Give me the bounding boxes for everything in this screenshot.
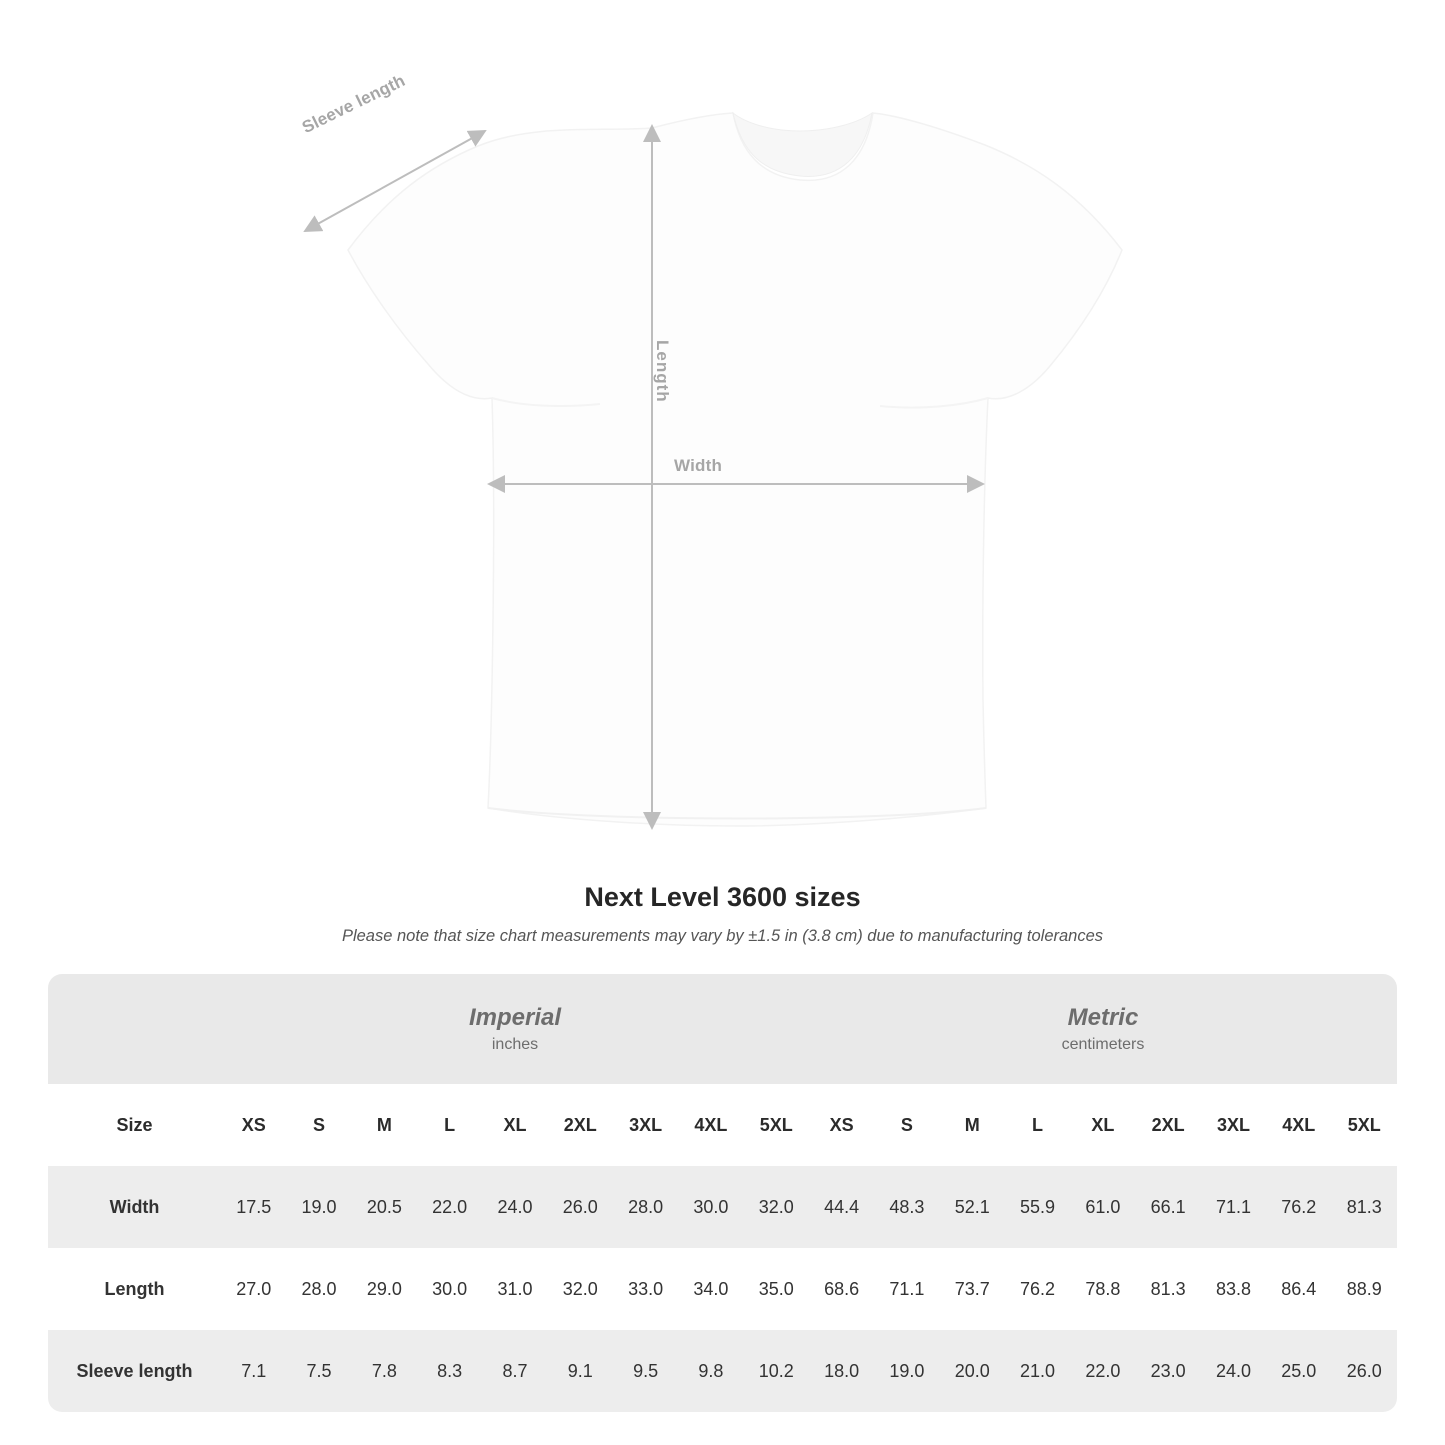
cell-sleeve-8: 10.2 [744,1330,809,1412]
cell-sleeve-6: 9.5 [613,1330,678,1412]
cell-length-0: 27.0 [221,1248,286,1330]
size-cell-m-imperial: M [352,1084,417,1166]
cell-width-14: 66.1 [1136,1166,1201,1248]
size-table [48,974,1397,1412]
size-cell-xs-imperial: XS [221,1084,286,1166]
row-label-length: Length [48,1248,221,1330]
cell-length-13: 78.8 [1070,1248,1135,1330]
size-header-row [48,1084,1397,1166]
size-cell-5xl-metric: 5XL [1331,1084,1397,1166]
cell-width-12: 55.9 [1005,1166,1070,1248]
size-cell-4xl-imperial: 4XL [678,1084,743,1166]
cell-width-0: 17.5 [221,1166,286,1248]
cell-length-2: 29.0 [352,1248,417,1330]
cell-sleeve-9: 18.0 [809,1330,874,1412]
size-cell-2xl-metric: 2XL [1136,1084,1201,1166]
cell-length-6: 33.0 [613,1248,678,1330]
title-block [0,882,1445,946]
size-cell-2xl-imperial: 2XL [548,1084,613,1166]
length-label: Length [653,340,672,403]
cell-sleeve-14: 23.0 [1136,1330,1201,1412]
cell-sleeve-11: 20.0 [940,1330,1005,1412]
cell-length-17: 88.9 [1331,1248,1397,1330]
cell-width-8: 32.0 [744,1166,809,1248]
cell-sleeve-5: 9.1 [548,1330,613,1412]
cell-sleeve-0: 7.1 [221,1330,286,1412]
table-row-width [48,1166,1397,1248]
cell-width-17: 81.3 [1331,1166,1397,1248]
cell-sleeve-3: 8.3 [417,1330,482,1412]
tshirt-shape [348,113,1122,826]
cell-sleeve-7: 9.8 [678,1330,743,1412]
row-label-sleeve-length: Sleeve length [48,1330,221,1412]
cell-length-11: 73.7 [940,1248,1005,1330]
cell-width-10: 48.3 [874,1166,939,1248]
cell-sleeve-10: 19.0 [874,1330,939,1412]
unit-imperial-sub: inches [491,1035,539,1053]
cell-sleeve-15: 24.0 [1201,1330,1266,1412]
cell-width-11: 52.1 [940,1166,1005,1248]
cell-width-9: 44.4 [809,1166,874,1248]
unit-header-row [48,974,1397,1084]
cell-length-16: 86.4 [1266,1248,1331,1330]
cell-width-1: 19.0 [286,1166,351,1248]
cell-sleeve-12: 21.0 [1005,1330,1070,1412]
cell-length-7: 34.0 [678,1248,743,1330]
cell-width-16: 76.2 [1266,1166,1331,1248]
cell-length-15: 83.8 [1201,1248,1266,1330]
size-label-cell: Size [48,1084,221,1166]
cell-length-3: 30.0 [417,1248,482,1330]
cell-width-3: 22.0 [417,1166,482,1248]
cell-length-10: 71.1 [874,1248,939,1330]
row-label-width: Width [48,1166,221,1248]
size-cell-s-metric: S [874,1084,939,1166]
cell-length-9: 68.6 [809,1248,874,1330]
cell-length-14: 81.3 [1136,1248,1201,1330]
cell-length-1: 28.0 [286,1248,351,1330]
tolerance-note: Please note that size chart measurements may vary by ±1.5 in (3.8 cm) due to manufacturing tolerances [341,927,1104,945]
unit-imperial-cell [221,974,809,1084]
size-cell-5xl-imperial: 5XL [744,1084,809,1166]
size-table-wrapper [48,974,1397,1412]
cell-length-12: 76.2 [1005,1248,1070,1330]
size-cell-3xl-imperial: 3XL [613,1084,678,1166]
size-cell-s-imperial: S [286,1084,351,1166]
cell-length-5: 32.0 [548,1248,613,1330]
cell-width-2: 20.5 [352,1166,417,1248]
unit-metric-name: Metric [1067,1004,1139,1032]
cell-length-8: 35.0 [744,1248,809,1330]
cell-width-15: 71.1 [1201,1166,1266,1248]
size-cell-xs-metric: XS [809,1084,874,1166]
width-label: Width [674,456,723,475]
cell-sleeve-2: 7.8 [352,1330,417,1412]
unit-imperial-name: Imperial [468,1004,562,1032]
unit-metric-cell [809,974,1397,1084]
size-cell-l-metric: L [1005,1084,1070,1166]
cell-width-4: 24.0 [482,1166,547,1248]
cell-width-5: 26.0 [548,1166,613,1248]
unit-corner-cell [48,974,221,1084]
size-cell-4xl-metric: 4XL [1266,1084,1331,1166]
table-row-sleeve-length [48,1330,1397,1412]
unit-metric-sub: centimeters [1061,1035,1145,1053]
cell-sleeve-1: 7.5 [286,1330,351,1412]
size-cell-xl-imperial: XL [482,1084,547,1166]
size-cell-xl-metric: XL [1070,1084,1135,1166]
cell-sleeve-13: 22.0 [1070,1330,1135,1412]
table-row-length [48,1248,1397,1330]
size-cell-m-metric: M [940,1084,1005,1166]
cell-sleeve-4: 8.7 [482,1330,547,1412]
sleeve-length-label: Sleeve length [299,70,409,138]
page-title: Next Level 3600 sizes [584,882,861,912]
cell-width-6: 28.0 [613,1166,678,1248]
cell-length-4: 31.0 [482,1248,547,1330]
cell-width-13: 61.0 [1070,1166,1135,1248]
size-cell-3xl-metric: 3XL [1201,1084,1266,1166]
cell-sleeve-16: 25.0 [1266,1330,1331,1412]
cell-width-7: 30.0 [678,1166,743,1248]
cell-sleeve-17: 26.0 [1331,1330,1397,1412]
size-cell-l-imperial: L [417,1084,482,1166]
